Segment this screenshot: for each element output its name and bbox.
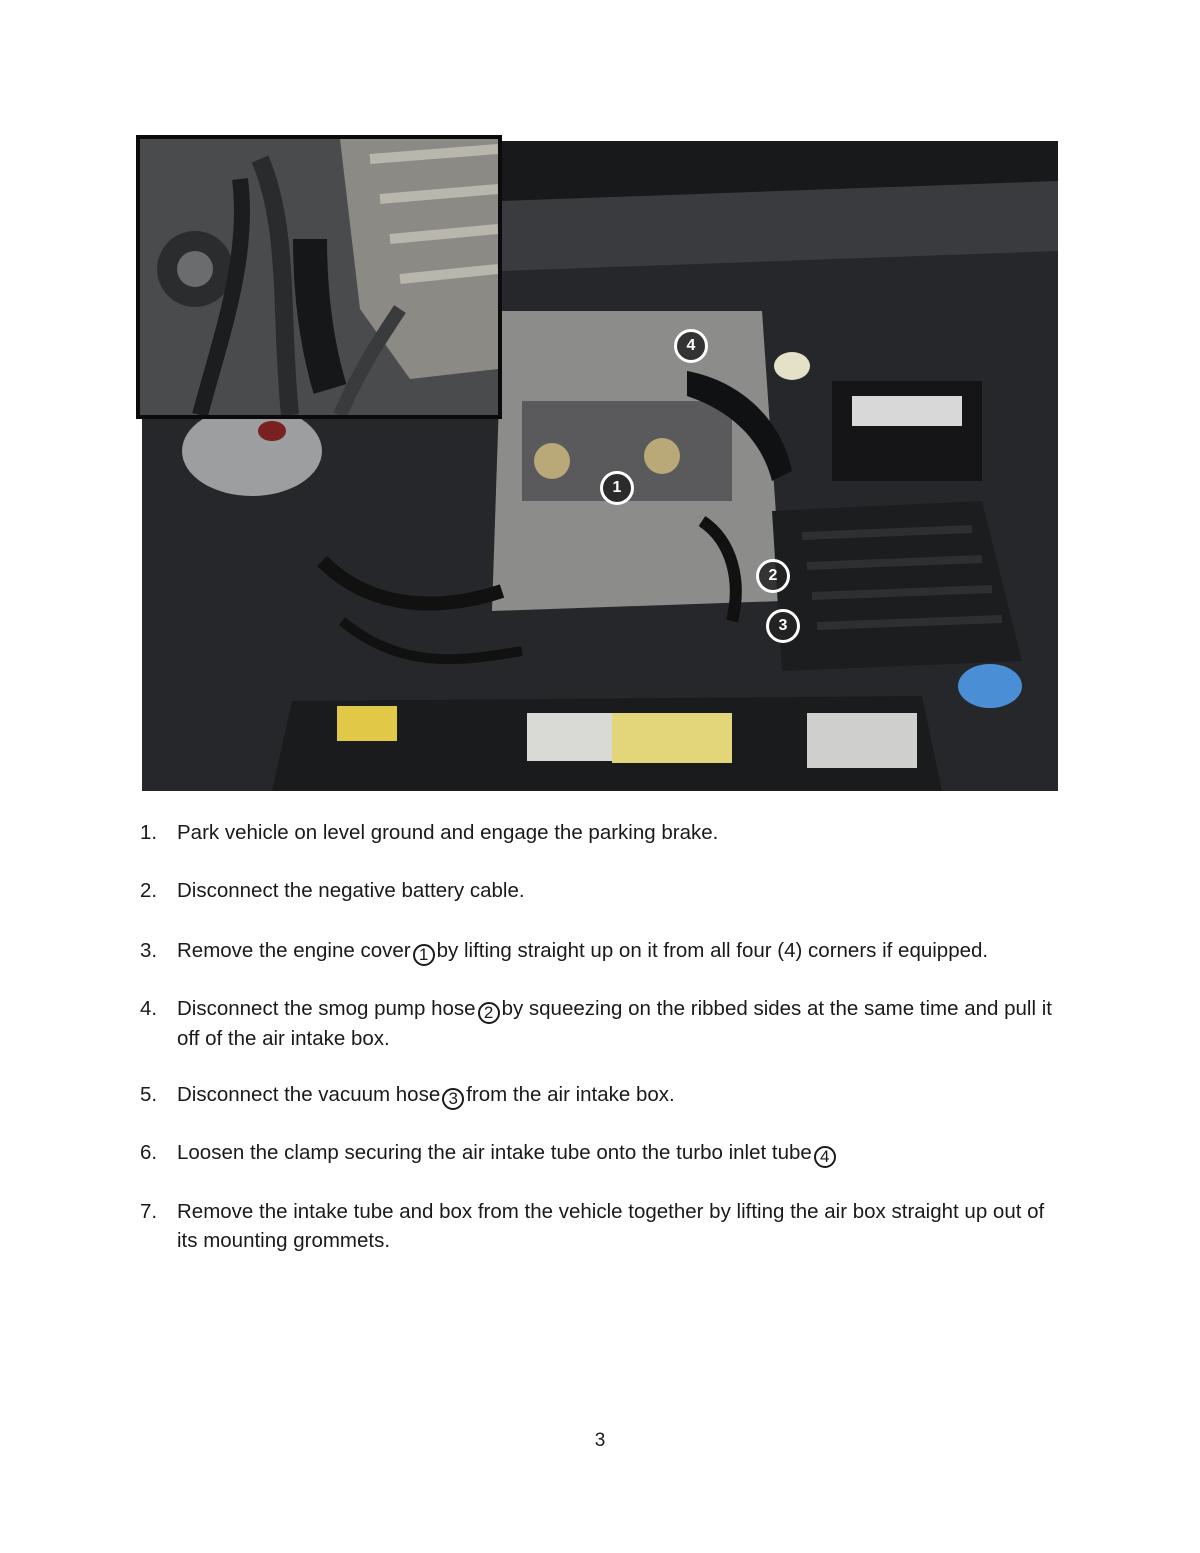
callout-ref-3: 3 [442, 1088, 464, 1110]
page-number: 3 [594, 1430, 606, 1451]
callout-4: 4 [674, 329, 708, 363]
step-number: 5. [140, 1083, 158, 1106]
callout-ref-1: 1 [413, 944, 435, 966]
step-number: 7. [140, 1200, 158, 1223]
step-number: 1. [140, 821, 158, 844]
step-number: 2. [140, 879, 158, 902]
step-text-part: Disconnect the vacuum hose [177, 1083, 441, 1106]
step-text-part: Remove the engine cover [177, 939, 411, 962]
inset-illustration [140, 139, 498, 415]
callout-2: 2 [756, 559, 790, 593]
step-text-part: Loosen the clamp securing the air intake tube onto the turbo inlet tube [177, 1141, 812, 1164]
callout-ref-4: 4 [814, 1146, 836, 1168]
callout-3: 3 [766, 609, 800, 643]
step-number: 6. [140, 1141, 158, 1164]
step-number: 4. [140, 997, 158, 1020]
step-number: 3. [140, 939, 158, 962]
step-text [177, 1138, 1057, 1168]
step-text: Park vehicle on level ground and engage the parking brake. [177, 821, 719, 844]
step-text [177, 936, 1057, 966]
step-text [177, 1080, 1057, 1110]
step-text: Disconnect the negative battery cable. [177, 879, 525, 902]
callout-1: 1 [600, 471, 634, 505]
step-text [177, 994, 1057, 1053]
step-text-part: from the air intake box. [466, 1083, 675, 1106]
step-text: Remove the intake tube and box from the vehicle together by lifting the air box straight up out of its mounting grommets. [177, 1200, 1045, 1252]
step-text-part: Disconnect the smog pump hose [177, 997, 476, 1020]
inset-closeup-photo [136, 135, 502, 419]
step-text-part: by squeezing on the ribbed sides at the same time and pull it off of the air intake box. [177, 997, 1052, 1050]
callout-ref-2: 2 [478, 1002, 500, 1024]
step-text-part: by lifting straight up on it from all four (4) corners if equipped. [436, 939, 989, 962]
